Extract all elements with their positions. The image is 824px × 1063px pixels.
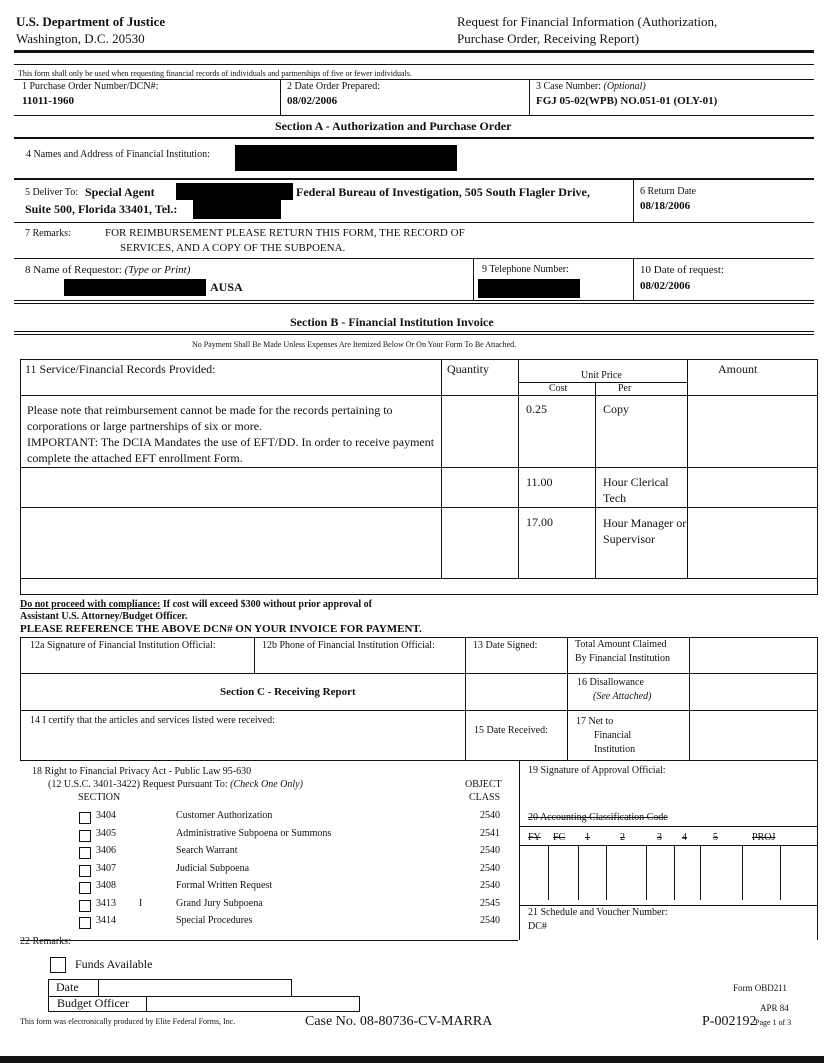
form-date: APR 84: [760, 1003, 789, 1013]
privacy-section-code: 3406: [96, 845, 116, 856]
net-label1: 17 Net to: [576, 716, 614, 727]
acct-col-label: FC: [553, 832, 566, 843]
object-header2: CLASS: [469, 792, 501, 803]
elite-credit: This form was electronically produced by Elite Federal Forms, Inc.: [20, 1017, 236, 1026]
phone-label: 9 Telephone Number:: [482, 264, 569, 275]
requestor-title: AUSA: [210, 280, 243, 294]
date-prepared-field[interactable]: 08/02/2006: [287, 95, 338, 107]
privacy-section-code: 3405: [96, 827, 116, 839]
col-per-header: Per: [618, 383, 632, 394]
deliver-to-label: 5 Deliver To:: [25, 187, 78, 198]
col-unit-price-header: Unit Price: [581, 370, 622, 381]
acct-col-label: FY: [528, 832, 541, 843]
privacy-section-desc: Administrative Subpoena or Summons: [176, 827, 332, 839]
row2-per: Hour Clerical Tech: [603, 475, 669, 505]
dcn-reference: PLEASE REFERENCE THE ABOVE DCN# ON YOUR INVOICE FOR PAYMENT.: [20, 623, 422, 635]
net-label2: Financial: [594, 730, 632, 741]
redacted-telephone: [193, 200, 281, 219]
case-number-label: 3 Case Number: (Optional): [536, 81, 646, 92]
privacy-section-code: 3408: [96, 880, 116, 891]
row1-per: Copy: [603, 402, 630, 416]
acct-col-divider: [548, 845, 549, 900]
form-title-line2: Purchase Order, Receiving Report): [457, 31, 640, 46]
form-number: Form OBD211: [733, 983, 787, 993]
return-date-label: 6 Return Date: [640, 186, 697, 197]
privacy-checkbox-3413[interactable]: [79, 900, 91, 912]
privacy-object-class: 2540: [480, 810, 500, 821]
date-request-field[interactable]: 08/02/2006: [640, 280, 691, 292]
row2-cost: 11.00: [526, 475, 553, 489]
acct-col-label: PROJ: [752, 832, 776, 843]
deliver-address-line2: Suite 500, Florida 33401, Tel.:: [25, 202, 178, 216]
privacy-section-code: 3407: [96, 862, 116, 874]
funds-available-checkbox[interactable]: [50, 957, 66, 973]
dc-label: DC#: [528, 921, 547, 932]
form-notice: This form shall only be used when requesting financial records of individuals and partnerships of five or fewer individuals.: [18, 69, 412, 78]
privacy-act-request: (12 U.S.C. 3401-3422) Request Pursuant To: (Check One Only): [48, 779, 303, 790]
redacted-agent-name: [176, 183, 293, 200]
redacted-requestor: [64, 279, 206, 296]
date-field-label: Date: [56, 980, 79, 994]
privacy-section-desc: Judicial Subpoena: [176, 862, 250, 874]
section-a-title: Section A - Authorization and Purchase Order: [275, 119, 512, 133]
acct-col-divider: [578, 845, 579, 900]
acct-col-divider: [674, 845, 675, 900]
privacy-object-class: 2540: [480, 880, 500, 891]
privacy-checkbox-3408[interactable]: [79, 882, 91, 894]
acct-col-divider: [780, 845, 781, 900]
acct-col-label: 5: [713, 832, 718, 843]
privacy-section-code: 3413: [96, 897, 116, 909]
po-label: 1 Purchase Order Number/DCN#:: [22, 81, 159, 92]
po-number-field[interactable]: 11011-1960: [22, 95, 74, 107]
date-request-label: 10 Date of request:: [640, 264, 724, 276]
notice-rule-top: [14, 64, 814, 65]
disallowance-label: 16 Disallowance: [577, 677, 644, 688]
privacy-section-desc: Search Warrant: [176, 845, 238, 856]
col-service-header: 11 Service/Financial Records Provided:: [25, 362, 216, 376]
privacy-section-desc: Special Procedures: [176, 915, 253, 926]
object-header1: OBJECT: [465, 779, 502, 790]
section-b-title: Section B - Financial Institution Invoice: [290, 315, 494, 329]
privacy-object-class: 2541: [480, 827, 500, 839]
remarks-22-label: 22 Remarks:: [20, 936, 71, 947]
date-prepared-label: 2 Date Order Prepared:: [287, 81, 381, 92]
date-signed-label: 13 Date Signed:: [473, 640, 538, 651]
remarks-line2: SERVICES, AND A COPY OF THE SUBPOENA.: [120, 242, 346, 254]
remarks-line1: FOR REIMBURSEMENT PLEASE RETURN THIS FORM, THE RECORD OF: [105, 227, 465, 239]
col-cost-header: Cost: [549, 383, 568, 394]
bates-number: P-002192: [702, 1014, 757, 1029]
privacy-checkbox-3407[interactable]: [79, 865, 91, 877]
privacy-object-class: 2540: [480, 915, 500, 926]
redacted-phone: [478, 279, 580, 298]
page-number: Page 1 of 3: [755, 1018, 792, 1027]
institution-label: 4 Names and Address of Financial Institution:: [26, 149, 210, 160]
privacy-section-desc: Grand Jury Subpoena: [176, 897, 263, 909]
acct-col-label: 3: [657, 832, 662, 843]
privacy-mark: I: [139, 897, 143, 909]
date-field-box[interactable]: [48, 979, 292, 997]
privacy-section-desc: Formal Written Request: [176, 880, 273, 891]
disallowance-note: (See Attached): [593, 691, 652, 702]
reimbursement-notice: Please note that reimbursement cannot be made for the records pertaining to corporations or large partnerships of six or more. IMPORTANT: The DCIA Mandates the use of EFT/DD. In order to receive payment complete the attached EFT enrollment Form.: [27, 403, 435, 465]
funds-available-label: Funds Available: [75, 957, 153, 971]
privacy-object-class: 2545: [480, 897, 500, 909]
budget-officer-label: Budget Officer: [57, 996, 130, 1010]
privacy-checkbox-3414[interactable]: [79, 917, 91, 929]
acct-col-divider: [700, 845, 701, 900]
page-bottom-edge: [0, 1056, 824, 1063]
acct-col-divider: [742, 845, 743, 900]
privacy-section-code: 3414: [96, 915, 116, 926]
invoice-note: No Payment Shall Be Made Unless Expenses Are Itemized Below Or On Your Form To Be Attached.: [192, 340, 517, 349]
date-received-label: 15 Date Received:: [474, 725, 548, 736]
agency-name: U.S. Department of Justice: [16, 14, 166, 29]
phone-official-label: 12b Phone of Financial Institution Official:: [262, 640, 435, 651]
redacted-institution: [235, 145, 457, 171]
privacy-checkbox-3404[interactable]: [79, 812, 91, 824]
acct-col-divider: [646, 845, 647, 900]
acct-col-label: 4: [682, 832, 687, 843]
acct-col-divider: [606, 845, 607, 900]
accounting-code-label: 20 Accounting Classification Code: [528, 812, 668, 823]
privacy-object-class: 2540: [480, 862, 500, 874]
col-quantity-header: Quantity: [447, 362, 489, 376]
deliver-agent: Special Agent: [85, 185, 155, 199]
privacy-section-code: 3404: [96, 810, 116, 821]
row3-per: Hour Manager or Supervisor: [603, 516, 687, 546]
approval-signature-label: 19 Signature of Approval Official:: [528, 765, 666, 776]
signature-official-label: 12a Signature of Financial Institution Official:: [30, 640, 216, 651]
form-title-line1: Request for Financial Information (Authorization,: [457, 14, 718, 29]
compliance-line2: Assistant U.S. Attorney/Budget Officer.: [20, 611, 188, 622]
privacy-object-class: 2540: [480, 845, 500, 856]
compliance-warning: Do not proceed with compliance: If cost will exceed $300 without prior approval of: [20, 599, 372, 610]
acct-col-label: 2: [620, 832, 625, 843]
notice-rule: [14, 79, 814, 80]
section-c-title: Section C - Receiving Report: [220, 686, 356, 698]
schedule-voucher-label: 21 Schedule and Voucher Number:: [528, 907, 668, 918]
net-label3: Institution: [594, 744, 636, 755]
remarks-label: 7 Remarks:: [25, 228, 71, 239]
col-amount-header: Amount: [718, 362, 758, 376]
acct-col-label: 1: [585, 832, 590, 843]
deliver-fbi-address: Federal Bureau of Investigation, 505 South Flagler Drive,: [296, 185, 590, 199]
privacy-checkbox-3406[interactable]: [79, 847, 91, 859]
privacy-section-desc: Customer Authorization: [176, 810, 273, 821]
row3-cost: 17.00: [526, 515, 553, 529]
return-date-field[interactable]: 08/18/2006: [640, 200, 691, 212]
total-claimed-label1: Total Amount Claimed: [575, 639, 667, 650]
row1-cost: 0.25: [526, 402, 547, 416]
certify-label: 14 I certify that the articles and services listed were received:: [30, 715, 275, 726]
total-claimed-label2: By Financial Institution: [575, 653, 670, 664]
privacy-checkbox-3405[interactable]: [79, 830, 91, 842]
requestor-label: 8 Name of Requestor: (Type or Print): [25, 264, 191, 276]
header-rule: [14, 50, 814, 53]
case-number-stamp: Case No. 08-80736-CV-MARRA: [305, 1014, 493, 1029]
privacy-act-label: 18 Right to Financial Privacy Act - Public Law 95-630: [32, 766, 252, 777]
case-number-field[interactable]: FGJ 05-02(WPB) NO.051-01 (OLY-01): [536, 95, 718, 107]
section-col-header: SECTION: [78, 792, 121, 803]
agency-address: Washington, D.C. 20530: [16, 31, 145, 46]
